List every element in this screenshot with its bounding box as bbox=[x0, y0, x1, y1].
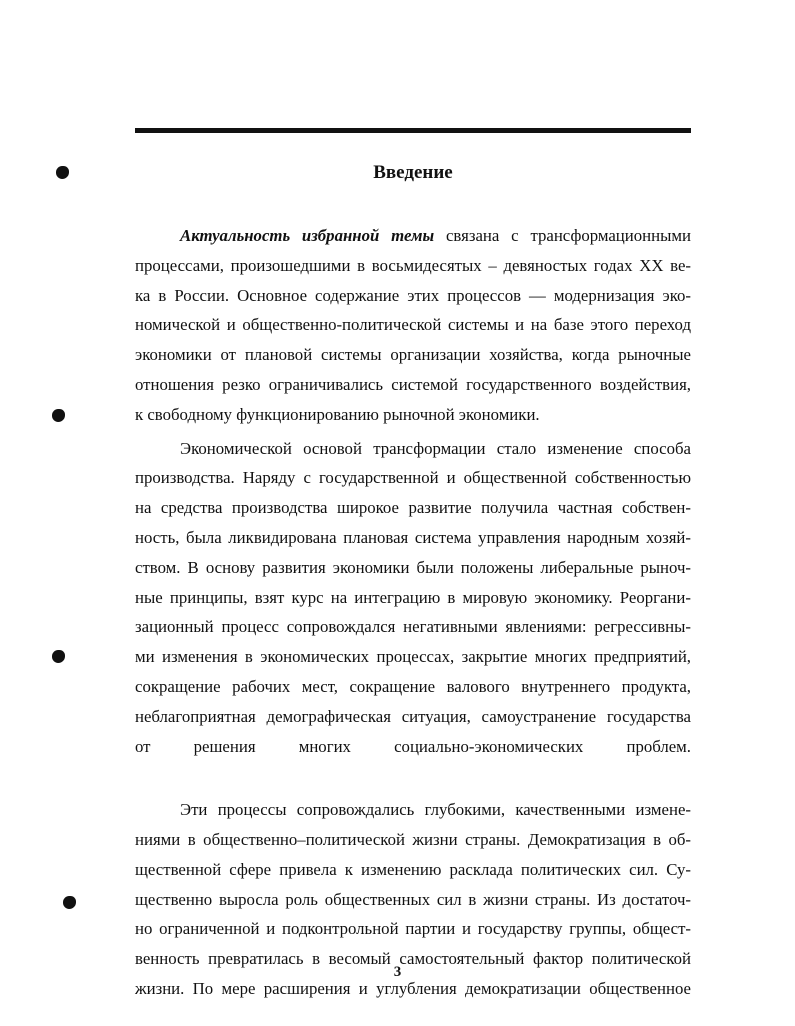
binding-hole-3 bbox=[52, 650, 65, 663]
paragraph-line: сокращение рабочих мест, сокращение валового внутреннего продукта, bbox=[135, 676, 691, 696]
paragraph-line: ные принципы, взят курс на интеграцию в мировую экономику. Реоргани- bbox=[135, 587, 691, 607]
paragraph-line: на средства производства широкое развитие получила частная собствен- bbox=[135, 498, 691, 518]
paragraph-line: ми изменения в экономических процессах, закрытие многих предприятий, bbox=[135, 647, 691, 667]
paragraph-line: от решения многих социально-экономических проблем. bbox=[135, 736, 691, 756]
binding-hole-2 bbox=[52, 409, 65, 422]
paragraph-line: зационный процесс сопровождался негативными явлениями: регрессивны- bbox=[135, 617, 691, 637]
paragraph-line: отношения резко ограничивались системой государственного воздействия, bbox=[135, 374, 691, 394]
paragraph-line: процессами, произошедшими в восьмидесятых – девяностых годах XX ве- bbox=[135, 255, 691, 275]
paragraph-line: Эти процессы сопровождались глубокими, качественными измене- bbox=[180, 800, 691, 820]
paragraph-line: щественно выросла роль общественных сил в жизни страны. Из достаточ- bbox=[135, 889, 691, 909]
header-rule bbox=[135, 128, 691, 133]
page-number: 3 bbox=[393, 964, 402, 980]
paragraph-line: номической и общественно-политической системы и на базе этого переход bbox=[135, 315, 691, 335]
paragraph-line: ниями в общественно–политической жизни страны. Демократизация в об- bbox=[135, 829, 691, 849]
paragraph-line: ством. В основу развития экономики были положены либеральные рыноч- bbox=[135, 557, 691, 577]
binding-hole-1 bbox=[56, 166, 69, 179]
emphasized-phrase: Актуальность избранной темы bbox=[180, 226, 435, 245]
paragraph-line: щественной сфере привела к изменению расклада политических сил. Су- bbox=[135, 859, 691, 879]
paragraph-line: Актуальность избранной темы связана с трансформационными bbox=[180, 226, 691, 245]
paragraph-line: венность превратилась в весомый самостоятельный фактор политической bbox=[135, 949, 691, 969]
paragraph-line: экономики от плановой системы организации хозяйства, когда рыночные bbox=[135, 345, 691, 365]
paragraph-line: неблагоприятная демографическая ситуация, самоустранение государства bbox=[135, 706, 691, 726]
paragraph-line: ность, была ликвидирована плановая система управления народным хозяй- bbox=[135, 527, 691, 547]
paragraph-line: но ограниченной и подконтрольной партии и государству группы, общест- bbox=[135, 919, 691, 939]
paragraph-line: Экономической основой трансформации стало изменение способа bbox=[180, 438, 691, 458]
page-title: Введение bbox=[373, 162, 453, 183]
paragraph-line bbox=[135, 761, 691, 791]
binding-hole-4 bbox=[63, 896, 76, 909]
body-text bbox=[135, 221, 691, 1004]
paragraph-line: ка в России. Основное содержание этих процессов — модернизация эко- bbox=[135, 285, 691, 305]
paragraph-line: жизни. По мере расширения и углубления демократизации общественное bbox=[135, 978, 691, 998]
paragraph-line: производства. Наряду с государственной и общественной собственностью bbox=[135, 468, 691, 488]
paragraph-line: к свободному функционированию рыночной экономики. bbox=[135, 404, 540, 424]
